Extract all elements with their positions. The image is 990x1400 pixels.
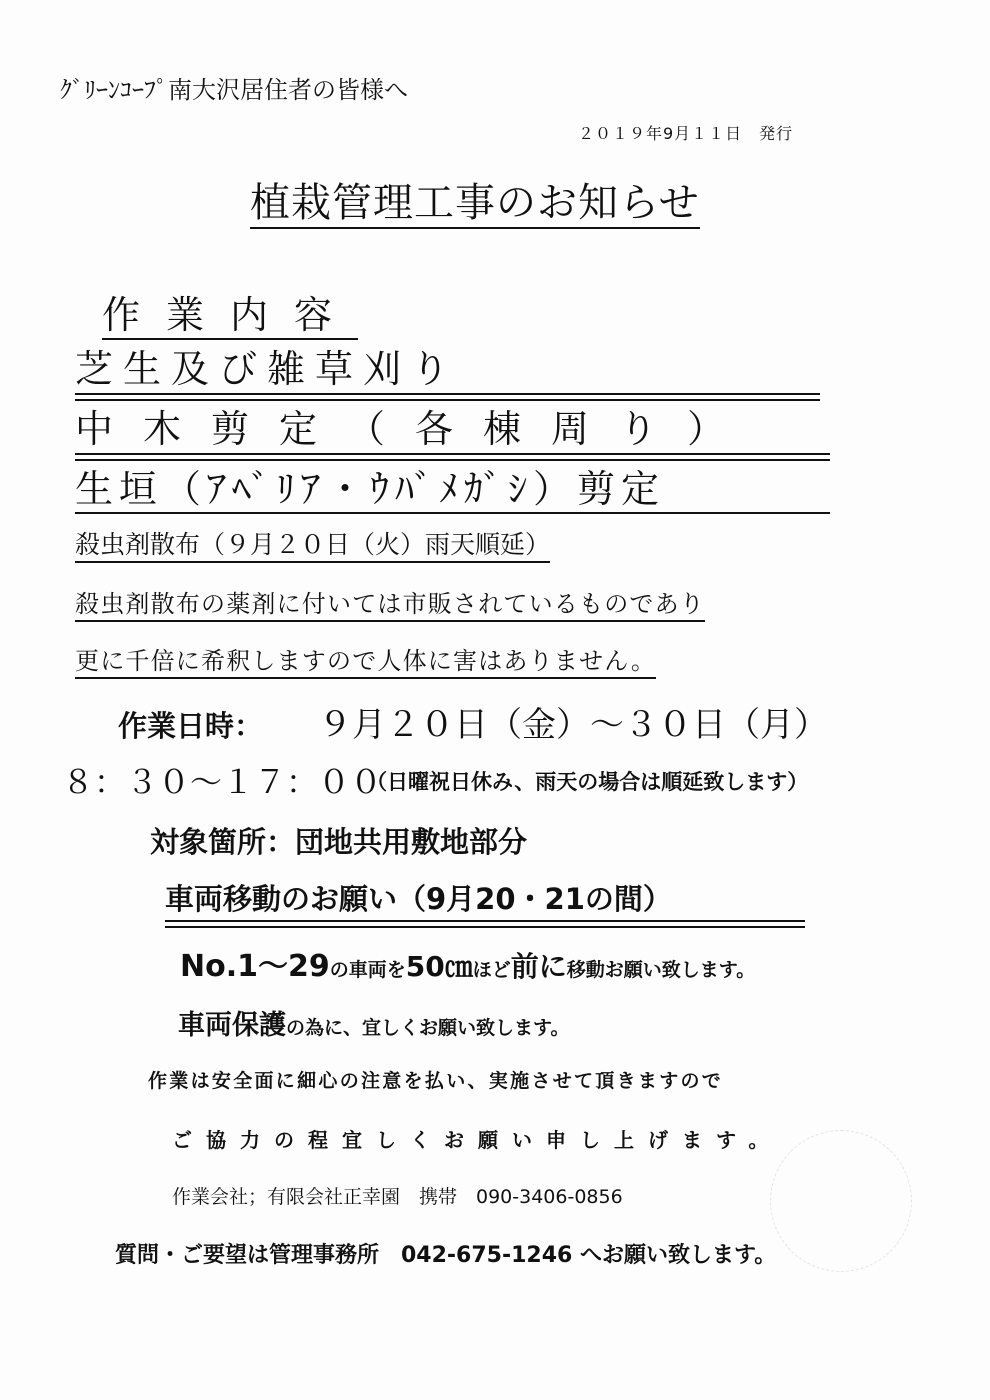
vehicle-range: No.1～29	[180, 949, 330, 984]
work-item: 芝生及び雑草刈り	[75, 347, 460, 391]
schedule-hours: ８：３０～１７：００	[62, 763, 383, 801]
page-title: 植栽管理工事のお知らせ	[250, 183, 700, 229]
addressee: ｸﾞﾘｰﾝｺｰﾌﾟ南大沢居住者の皆様へ	[60, 76, 408, 104]
vehicle-protection-key: 車両保護	[178, 1010, 286, 1041]
schedule-label: 作業日時：	[118, 709, 264, 743]
target-area: 対象箇所：団地共用敷地部分	[150, 825, 528, 859]
issue-date: ２０１９年9月１１日 発行	[578, 124, 794, 143]
double-underline	[165, 926, 805, 928]
double-underline	[75, 512, 830, 514]
double-underline	[75, 459, 830, 461]
double-underline	[75, 399, 820, 401]
spray-note: 更に千倍に希釈しますので人体に害はありません。	[75, 649, 656, 679]
spray-schedule: 殺虫剤散布（９月２０日（火）雨天順延）	[75, 532, 550, 563]
work-item: 生垣（ｱﾍﾞﾘｱ・ｳﾊﾞﾒｶﾞｼ）剪定	[75, 467, 666, 511]
double-underline	[165, 920, 805, 922]
vehicle-text: の車両を	[329, 959, 406, 981]
vehicle-protection	[178, 1012, 569, 1039]
work-item: 中木剪定（各棟周り）	[75, 407, 756, 451]
schedule-hours-note: （日曜祝日休み、雨天の場合は順延致します）	[366, 770, 809, 794]
contact-info: 質問・ご要望は管理事務所 042-675-1246 へお願い致します。	[115, 1243, 777, 1268]
closing-text: 作業は安全面に細心の注意を払い、実施させて頂きますので	[148, 1070, 724, 1092]
vehicle-instruction	[180, 949, 756, 984]
company-info: 作業会社；有限会社正幸園 携帯 090-3406-0856	[172, 1186, 623, 1208]
vehicle-distance: 50㎝	[405, 950, 473, 983]
work-heading: 作業内容	[102, 296, 358, 340]
vehicle-text: 移動お願い致します。	[566, 959, 756, 981]
vehicle-protection-text: の為に、宜しくお願い致します。	[286, 1017, 570, 1039]
double-underline	[75, 393, 820, 395]
double-underline	[75, 453, 830, 455]
vehicle-text: ほど	[472, 959, 511, 981]
vehicle-direction: 前に	[510, 950, 567, 983]
spray-note: 殺虫剤散布の薬剤に付いては市販されているものであり	[75, 592, 705, 622]
schedule-dates: ９月２０日（金）～３０日（月）	[318, 705, 828, 745]
vehicle-heading: 車両移動のお願い（9月20・21の間）	[165, 882, 672, 916]
closing-text: ご協力の程宜しくお願い申し上げます。	[172, 1128, 783, 1152]
faint-stamp	[770, 1130, 912, 1272]
